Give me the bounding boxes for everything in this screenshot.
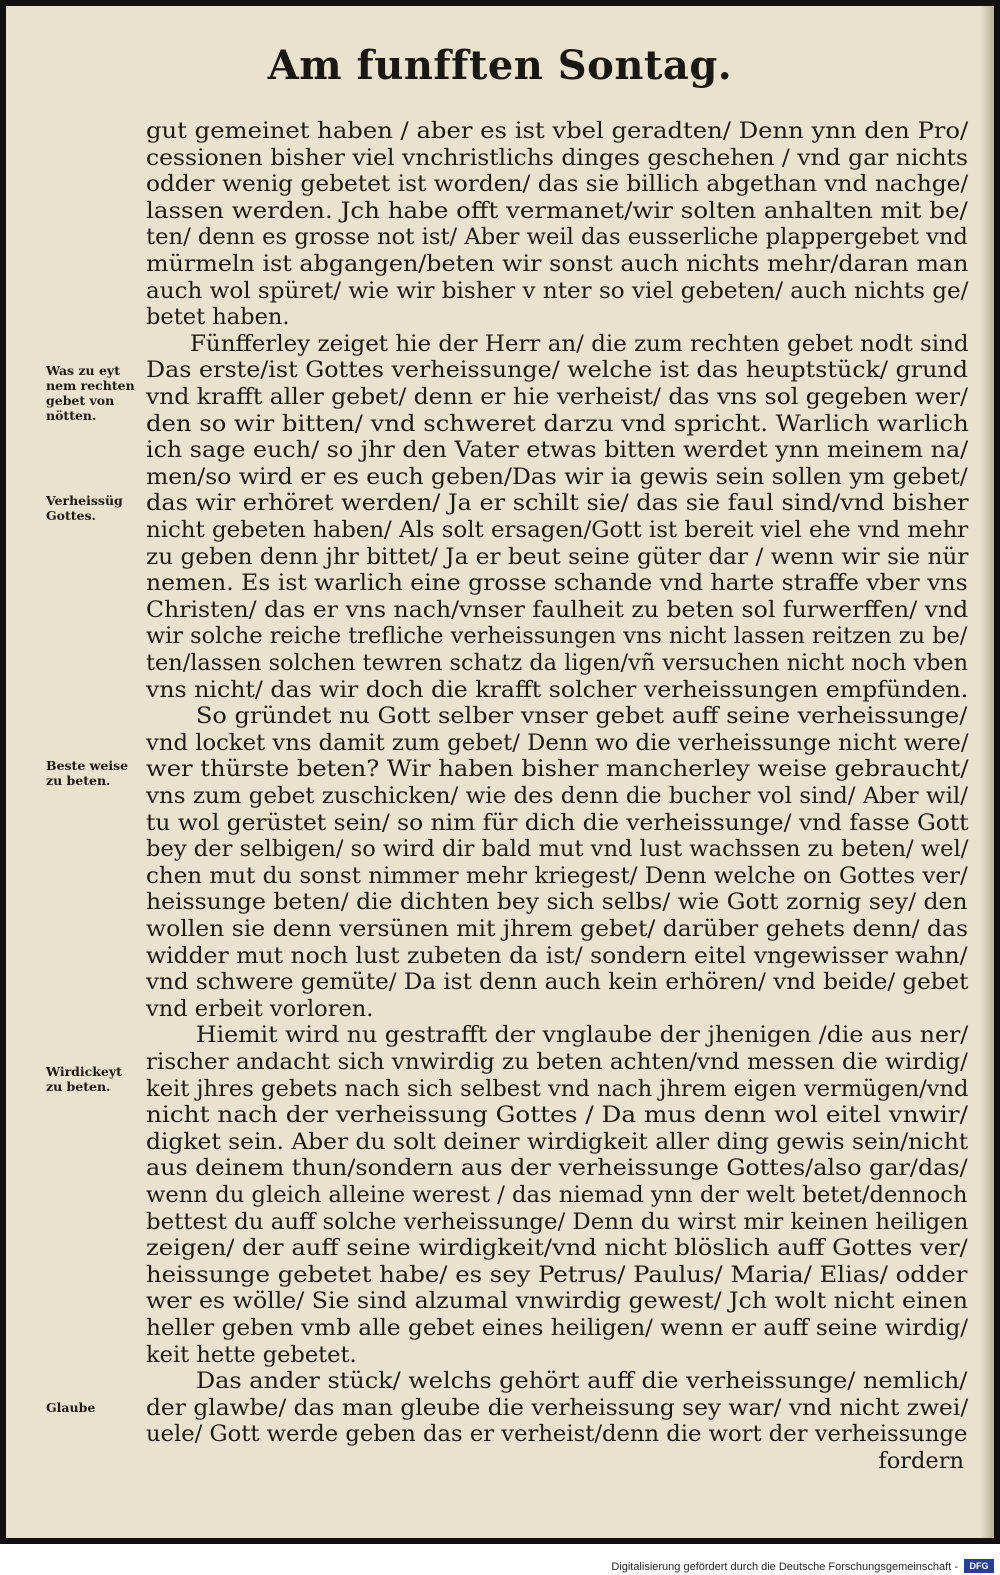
text-line: Hiemit wird nu gestrafft der vnglaube der jhenigen /die aus ner/ (196, 1022, 969, 1049)
marginal-note-line: zu beten. (46, 1079, 111, 1094)
text-line: ich sage euch/ so jhr den Vater etwas bitten werdet ynn meinem na/ (146, 437, 969, 464)
text-line: fordern (878, 1448, 964, 1474)
text-line: zeigen/ der auff seine wirdigkeit/vnd nicht blöslich auff Gottes ver/ (146, 1235, 968, 1262)
marginal-note (46, 1064, 122, 1094)
text-line: bettest du auff solche verheissunge/ Denn du wirst mir keinen heiligen (146, 1208, 969, 1235)
marginal-note-line: Verheissüg (46, 493, 123, 508)
marginal-note-line: Was zu eyt (46, 363, 120, 378)
text-line: der glawbe/ das man gleube die verheissung sey war/ vnd nicht zwei/ (146, 1394, 969, 1421)
text-line: ten/lassen solchen tewren schatz da ligen/vñ versuchen nicht noch vben (146, 650, 969, 676)
text-line: chen mut du sonst nimmer mehr kriegest/ Denn welche on Gottes ver/ (146, 862, 968, 889)
page-gutter (980, 6, 994, 1538)
text-line: aus deinem thun/sondern aus der verheissunge Gottes/also gar/das/ (146, 1155, 968, 1182)
text-line: nemen. Es ist warlich eine grosse schande vnd harte straffe vber vns (146, 570, 968, 597)
marginal-note (46, 363, 135, 423)
text-line: digket sein. Aber du solt deiner wirdigkeit aller ding gewis sein/nicht (146, 1128, 969, 1155)
text-line: den so wir bitten/ vnd schweret darzu vnd spricht. Warlich warlich (146, 410, 969, 437)
text-line: nicht gebeten haben/ Als solt ersagen/Gott ist bereit viel ehe vnd mehr (146, 517, 969, 543)
text-line: ten/ denn es grosse not ist/ Aber weil das eusserliche plappergebet vnd (146, 224, 968, 251)
text-line: odder wenig gebetet ist worden/ das sie billich abgethan vnd nachge/ (146, 171, 969, 198)
funding-credit: Digitalisierung gefördert durch die Deutsche Forschungsgemeinschaft - (611, 1561, 958, 1573)
text-line: wollen sie denn versünen mit jhrem gebet/ darüber gehets denn/ das (146, 916, 969, 942)
text-line: betet haben. (146, 304, 290, 331)
text-line: vns nicht/ das wir doch die krafft solcher verheissungen empfünden. (146, 676, 969, 703)
text-line: vnd krafft aller gebet/ denn er hie verheist/ das vns sol gegeben wer/ (146, 384, 969, 410)
text-line: wer thürste beten? Wir haben bisher mancherley weise gebraucht/ (146, 756, 969, 783)
marginal-note (46, 1400, 95, 1415)
text-line: heissunge gebetet habe/ es sey Petrus/ Paulus/ Maria/ Elias/ odder (146, 1261, 968, 1288)
marginal-note-line: Wirdickeyt (46, 1064, 122, 1079)
marginal-note-line: nötten. (46, 408, 97, 423)
text-line: bey der selbigen/ so wird dir bald mut vnd lust wachssen zu beten/ wel/ (146, 836, 969, 863)
text-line: Das erste/ist Gottes verheissunge/ welche ist das heuptstück/ grund (146, 357, 969, 384)
marginal-note-line: Gottes. (46, 508, 96, 523)
text-line: zu geben denn jhr bittet/ Ja er beut seine güter dar / wenn wir sie nür (146, 543, 969, 570)
text-line: vnd erbeit vorloren. (146, 995, 374, 1022)
text-line: auch wol spüret/ wie wir bisher v nter so viel gebeten/ auch nichts ge/ (146, 277, 969, 304)
text-line: rischer andacht sich vnwirdig zu beten achten/vnd messen die wirdig/ (146, 1049, 968, 1075)
text-line: das wir erhöret werden/ Ja er schilt sie/ das sie faul sind/vnd bisher (146, 490, 969, 517)
text-line: Das ander stück/ welchs gehört auff die verheissunge/ nemlich/ (196, 1368, 968, 1395)
book-page (6, 6, 994, 1538)
marginal-note (46, 758, 128, 788)
text-line: Christen/ das er vns nach/vnser faulheit zu beten sol furwerffen/ vnd (146, 596, 969, 623)
text-line: nicht nach der verheissung Gottes / Da mus denn wol eitel vnwir/ (146, 1102, 968, 1129)
text-line: lassen werden. Jch habe offt vermanet/wir solten anhalten mit be/ (146, 197, 968, 224)
text-line: keit jhres gebets nach sich selbest vnd nach jhrem eigen vermügen/vnd (146, 1075, 969, 1102)
text-line: mürmeln ist abgangen/beten wir sonst auch nichts mehr/daran man (146, 251, 969, 277)
text-line: Fünfferley zeiget hie der Herr an/ die zum rechten gebet nodt sind (190, 330, 969, 357)
text-line: vnd locket vns damit zum gebet/ Denn wo die verheissunge nicht were/ (146, 729, 969, 756)
text-line: uele/ Gott werde geben das er verheist/denn die wort der verheissunge (146, 1421, 968, 1448)
text-line: So gründet nu Gott selber vnser gebet auff seine verheissunge/ (196, 703, 968, 730)
text-line: keit hette gebetet. (146, 1341, 357, 1368)
text-line: vnd schwere gemüte/ Da ist denn auch kein erhören/ vnd beide/ gebet (146, 969, 969, 996)
text-line: heissunge beten/ die dichten bey sich selbs/ wie Gott zornig sey/ den (146, 889, 968, 916)
running-header: Am funfften Sontag. (267, 42, 733, 89)
marginal-note-line: zu beten. (46, 773, 111, 788)
marginal-note (46, 493, 123, 523)
text-line: men/so wird er es euch geben/Das wir ia gewis sein sollen ym gebet/ (146, 463, 968, 490)
marginal-note-line: gebet von (46, 393, 115, 408)
text-line: heller geben vmb alle gebet eines heiligen/ wenn er auff seine wirdig/ (146, 1315, 969, 1341)
text-line: gut gemeinet haben / aber es ist vbel geradten/ Denn ynn den Pro/ (146, 118, 969, 144)
text-line: wer es wölle/ Sie sind alzumal vnwirdig gewest/ Jch wolt nicht einen (146, 1288, 968, 1315)
text-line: cessionen bisher viel vnchristlichs dinges geschehen / vnd gar nichts (146, 144, 969, 171)
text-line: wenn du gleich alleine werest / das niemad ynn der welt betet/dennoch (146, 1182, 968, 1208)
marginal-note-line: Beste weise (46, 758, 129, 773)
marginal-note-line: Glaube (46, 1400, 96, 1415)
text-line: wir solche reiche trefliche verheissungen vns nicht lassen reitzen zu be/ (146, 623, 968, 650)
dfg-logo: DFG (964, 1559, 994, 1573)
marginal-note-line: nem rechten (46, 378, 135, 393)
text-line: widder mut noch lust zubeten da ist/ sondern eitel vngewisser wahn/ (146, 942, 968, 969)
text-line: vns zum gebet zuschicken/ wie des denn die bucher vol sind/ Aber wil/ (146, 783, 968, 809)
text-line: tu wol gerüstet sein/ so nim für dich die verheissunge/ vnd fasse Gott (146, 809, 969, 836)
